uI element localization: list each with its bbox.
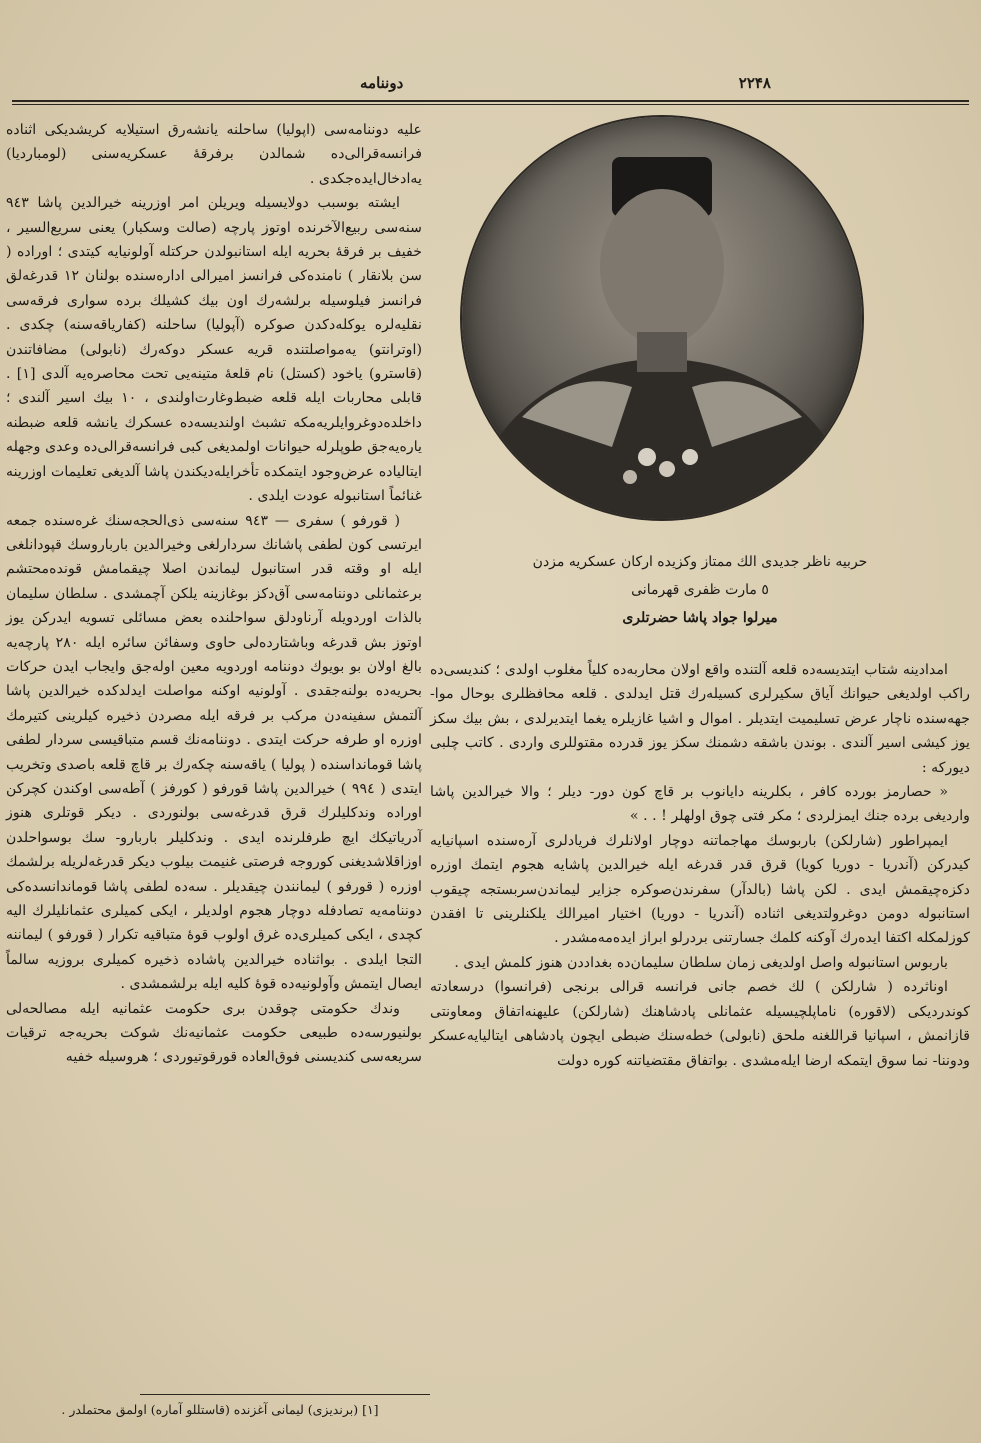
running-title: دوننامه [360,74,404,92]
portrait-caption-line2: ٥ مارت ظفرى قهرمانى [631,582,769,598]
paragraph: عليه دوننامه‌سى (اپوليا) ساحلنه يانشه‌رق استيلايه كريشديكى اثناده فرانسه‌قرالى‌ده شمالدن برفرقهٔ عسكريه‌سنى (لومبارديا) يه‌ادخال‌ايده‌جكدى . [6,122,422,187]
header-rule [12,100,969,102]
portrait-figure-icon [462,117,862,519]
left-column [6,118,422,1070]
paragraph: امدادينه شتاب ايتديسه‌ده قلعه آلتنده واقع اولان محاربه‌ده كلياً مغلوب اولدى ؛ كنديسى‌ده راكب اولديغى حيوانك آياق سكيرلرى كسيله‌رك قتل ايدلدى . قلعه محافظلرى بوحال موا- جهه‌سنده ناچار عرض تسليميت ايتديلر . اموال و اشيا غازيلره يغما ايتديرلدى ، بش بيك سكز يوز كيشى اسير آلندى . بوندن باشقه دشمنك سكز يوز قدرده مقتوللرى واردى . كاتب چلبى ديوركه : [430,662,970,776]
right-column [430,658,970,1073]
header-rule-thin [12,104,969,105]
paragraph: اوناثرده ( شارلكن ) لك خصم جانى فرانسه قرالى برنجى (فرانسوا) درسعادته كوندرديكى (لاقوره) ناماپلچيسيله عثمانلى پادشاهنك (شارلكن) عليهنه‌اتفاق ومعاونتى قازانمش ، اسپانيا قراللغنه ملحق (نابولى) خطه‌سنك ضبطى ايچون پادشاهى ايتاليايه‌عسكر ودوننا- نما سوق ايتمكه ارضا ايله‌مشدى . بواتفاق مقتضياتنه كوره دولت [430,979,970,1069]
paragraph: ( قورفو ) سفرى — ٩٤٣ سنه‌سى ذى‌الحجه‌سنك غره‌سنده جمعه ايرتسى كون لطفى پاشانك سردارلغى وخيرالدين بارباروسك قپودانلغى ايله او وقته قدر استانبول ليماندن اصلا چيقمامش قونده‌محتشم برعثمانلى دوننامه‌سى آق‌دكز بوغازينه يلكن آچمشدى . سلطان سليمان بالذات اوردويله آرناودلق سواحلنده بعض مسائلى تسويه ايدركن يوز اوتوز بش قدرغه وباشتارده‌لى حاوى وسفائن سائره ايله ٢٨٠ پارچه‌يه بالغ اولان بو بويوك دوننامه اوردويه معين اوله‌جق وايجاب ايدن حركات بحريه‌ده بولنه‌جقدى . آولونيه اوكنه مواصلت ايدلدكده خيرالدين پاشا آلتمش سفينه‌دن مركب بر فرقه ايله مصردن ذخيره كيلرينى كتيرمك اوزره او طرفه حركت ايتدى . دوننامه‌نك قسم متباقيسى سردار لطفى پاشا قومانداسنده ( پوليا ) ياقه‌سنه چكه‌رك بر قاچ قلعه باصدى وتخريب ايتدى ( ٩٩٤ ) خيرالدين پاشا قورفو ( كورفز ) آطه‌سى اوكندن كچركن اوراده وندكليلرك قرق قدرغه‌سى بولنوردى . ديكر قوتلرى هنوز آدرياتيكك ايچ طرفلرنده ايدى . وندكليلر باربارو- سك بوسواحلدن اوزاقلاشديغنى كوروجه فرصتى غنيمت بيلوب ديكر قدرغه‌لريله برلشمك اوزره ( قورفو ) ليمانندن چيقديلر . سه‌ده لطفى پاشا قوماندانسده‌كى دوننامه‌يه تصادفله دوچار هجوم اولديلر ، ايكى كميلرى عثمانليلرك اليه كچدى ، ايكى كميلرى‌ده غرق اولوب قوهٔ متباقيه تكرار ( قورفو ) ليماننه التجا ايلدى . بواثناده خيرالدين پاشاده ذخيره كميلرى بروزيه سالماً ايصال ايتمش وآولونيه‌ده قوهٔ كليه ايله برلشمشدى . [6,512,423,993]
paragraph: وندك حكومتى چوقدن برى حكومت عثمانيه ايله مصالحه‌لى بولنيورسه‌ده طبيعى حكومت عثمانيه‌نك شوكت بحريه‌جه ترقيات سريعه‌سى كنديسنى فوق‌العاده قورقوتيوردى ؛ هروسيله خفيه [6,1000,422,1066]
footnote: [١] (برنديزى) ليمانى آغزنده (قاستللو آماره) اولمق محتملدر . [61,1402,379,1417]
page-number: ۲۲۴۸ [738,74,771,92]
quote-paragraph: « حصارمز بورده كافر ، بكلرينه دايانوب بر قاچ كون دور- ديلر ؛ والا خيرالدين پاشا وارديغى برده جنك ايمزلردى ؛ مكر فتى چوق اولهلر ! . . » [430,784,970,825]
paragraph: باربوس استانبوله واصل اولديغى زمان سلطان سليمان‌ده بغداددن هنوز كلمش ايدى . [454,954,948,971]
portrait-caption-line3: ميرلوا جواد پاشا حضرتلرى [622,610,778,626]
paragraph: ايشته بوسبب دولايسيله ويريلن امر اوزرينه خيرالدين پاشا ٩٤٣ سنه‌سى ربيع‌الآخرنده اوتوز پارچه (صالت وسكبار) يعنى سريع‌السير ، خفيف بر فرقهٔ بحريه ايله استانبولدن حركتله آولونيايه كيتدى ؛ اوراده ( سن بلانقار ) نامنده‌كى فرانسز اميرالى اداره‌سنده بولنان ١٢ قدرغه‌لق فرانسز فيلوسيله برلشه‌رك اون بيك كشيلك برده سوارى فرقه‌سى نقليه‌لره يوكله‌دكدن صوكره (آپوليا) ساحلنه (كفارياقه‌سنه) چكدى . (اوترانتو) يه‌مواصلتنده قريه عسكر دوكه‌رك (نابولى) مضافاتندن (قاسترو) ياخود (كستل) نام قلعهٔ متينه‌يى تحت محاصره‌يه آلدى [١] . قابلى محاربات ايله قلعه ضبط‌وغارت‌اولندى ، ١٠ بيك اسير آلندى ؛ داخلده‌دوغروايلريه‌مكه تشبث اولنديسه‌ده عسكرك يانشه قلعه ضبطنه ياره‌يه‌جق طوپلرله حيوانات اولمديغى كبى فرانسه‌قرالى‌ده وعدى وجهله ايتالياده عرض‌وجود ايتمكده تأخرايله‌ديكندن پاشا آلديغى تعليمات اوزرينه غنائماً استانبوله عودت ايلدى . [6,195,422,505]
portrait-caption-line1: حربيه ناظر جديدى الك ممتاز وكزيده اركان عسكريه مزدن [532,554,868,570]
portrait-photo [462,117,862,519]
footnote-rule [140,1394,430,1395]
paragraph: ايمپراطور (شارلكن) باربوسك مهاجماتنه دوچار اولانلرك فريادلرى آره‌سنده اسپانيايه كيدركن (آندريا - دوريا كويا) قرق قدر قدرغه ايله خيرالدين پاشايه هجوم ايتمك اوزره دكزه‌چيقمش ايدى . لكن پاشا (بالدآر) سفرندن‌صوكره جزاير ليماندن‌سربستجه چيقوب استانبوله دومن دوغرولتديغى اثناده (آندريا - دوريا) اختيار اميرالك يلكنلرينى تا افقدن كوزلمكله اكتفا ايده‌رك آوكنه كلمك جسارتنى بردرلو ابراز ايده‌مه‌مشدر . [430,832,970,947]
page-header [360,72,771,102]
